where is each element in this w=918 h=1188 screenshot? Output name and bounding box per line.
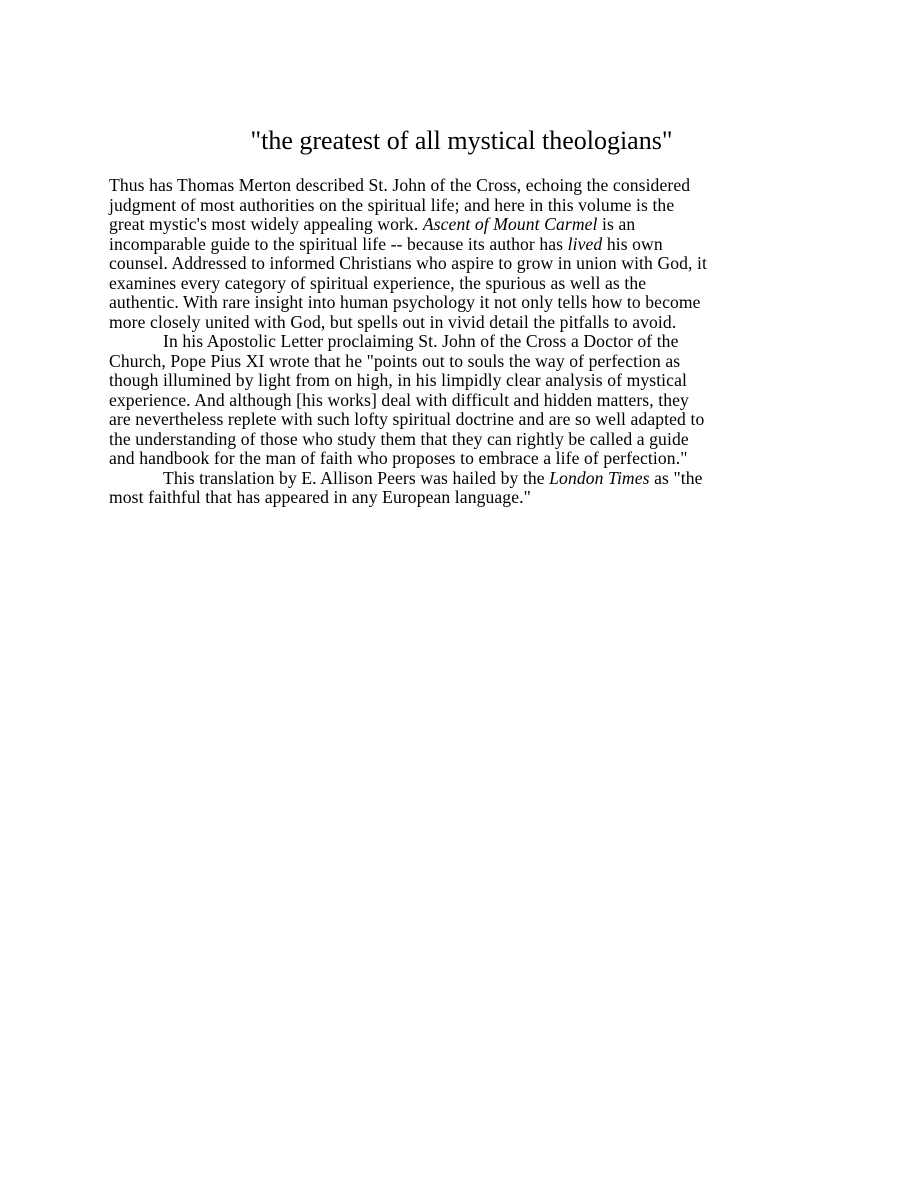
document-title: "the greatest of all mystical theologians" bbox=[250, 126, 673, 155]
document-body bbox=[109, 176, 814, 508]
text-line: are nevertheless replete with such lofty spiritual doctrine and are so well adapted to bbox=[109, 409, 705, 429]
document-page bbox=[109, 124, 814, 508]
text-line: great mystic's most widely appealing work. Ascent of Mount Carmel is an bbox=[109, 214, 636, 234]
paragraph-2 bbox=[109, 332, 814, 469]
text-line: examines every category of spiritual experience, the spurious as well as the bbox=[109, 272, 647, 293]
text-line: In his Apostolic Letter proclaiming St. John of the Cross a Doctor of the bbox=[163, 331, 679, 351]
text-line: This translation by E. Allison Peers was hailed by the London Times as "the bbox=[163, 467, 703, 488]
text-line: incomparable guide to the spiritual life -- because its author has lived his own bbox=[109, 233, 663, 254]
text-line: authentic. With rare insight into human psychology it not only tells how to become bbox=[109, 292, 701, 312]
text-line: the understanding of those who study them that they can rightly be called a guide bbox=[109, 428, 689, 449]
text-line: though illumined by light from on high, in his limpidly clear analysis of mystical bbox=[109, 370, 687, 390]
text-line: judgment of most authorities on the spiritual life; and here in this volume is the bbox=[109, 194, 675, 215]
paragraph-1 bbox=[109, 176, 814, 332]
text-line: more closely united with God, but spells out in vivid detail the pitfalls to avoid. bbox=[109, 311, 677, 332]
newspaper-name-italic: London Times bbox=[549, 467, 650, 488]
text-line: Church, Pope Pius XI wrote that he "points out to souls the way of perfection as bbox=[109, 350, 681, 371]
emphasis-italic: lived bbox=[567, 233, 603, 254]
paragraph-3 bbox=[109, 469, 814, 508]
text-line: counsel. Addressed to informed Christians who aspire to grow in union with God, it bbox=[109, 253, 708, 273]
text-line: most faithful that has appeared in any European language." bbox=[109, 487, 531, 507]
text-line: Thus has Thomas Merton described St. John of the Cross, echoing the considered bbox=[109, 175, 691, 195]
text-line: and handbook for the man of faith who proposes to embrace a life of perfection." bbox=[109, 448, 688, 468]
text-line: experience. And although [his works] deal with difficult and hidden matters, they bbox=[109, 389, 689, 410]
book-title-italic: Ascent of Mount Carmel bbox=[422, 214, 598, 234]
